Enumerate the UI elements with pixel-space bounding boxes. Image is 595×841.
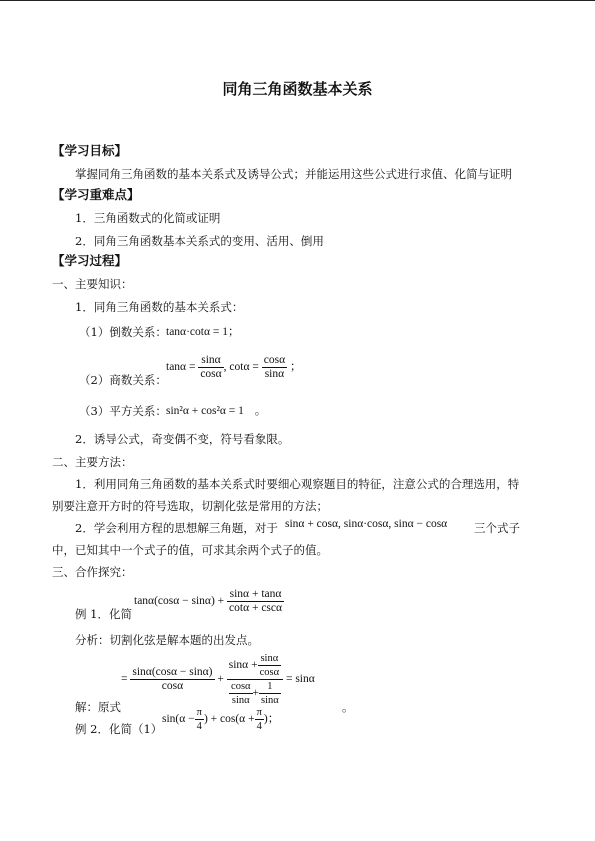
- rel2-num1: sinα: [198, 354, 223, 368]
- part1-heading: 一、主要知识：: [52, 277, 133, 291]
- method2-suffix: 三个式子: [474, 521, 520, 535]
- ex2-b: ) + cos(α +: [203, 713, 255, 726]
- page-title: 同角三角函数基本关系: [222, 80, 373, 98]
- ex2-end: ；: [267, 713, 280, 726]
- method2-prefix: 2．学会利用方程的思想解三角题，对于: [75, 521, 278, 535]
- sol-d-a-den: sinα: [231, 695, 250, 706]
- part3-heading: 三、合作探究：: [52, 565, 133, 579]
- sol-d-plus: +: [252, 687, 260, 700]
- key-item-2: 2．同角三角函数基本关系式的变用、活用、倒用: [75, 234, 324, 248]
- solution-formula: [121, 652, 315, 707]
- example1-label: 例 1．化简: [75, 607, 132, 621]
- ex2-pi2: π: [256, 707, 262, 718]
- rel1-label: （1）倒数关系：: [79, 325, 167, 339]
- ex1-num: sinα + tanα: [227, 588, 284, 602]
- part1-item2: 2．诱导公式，奇变偶不变，符号看象限。: [75, 432, 290, 446]
- sol-plus: +: [217, 673, 224, 686]
- sol-num1: sinα(cosα − sinα): [132, 666, 213, 678]
- example2-formula: [162, 706, 279, 733]
- sol-n-a: sinα +: [228, 659, 258, 672]
- sol-n-b-num: sinα: [258, 652, 282, 666]
- sol-den1: cosα: [161, 680, 184, 692]
- process-heading: 【学习过程】: [52, 253, 128, 268]
- ex2-pi1: π: [196, 707, 202, 718]
- analysis-text: 分析：切割化弦是解本题的出发点。: [75, 633, 259, 647]
- part1-item1: 1．同角三角函数的基本关系式：: [75, 300, 244, 314]
- sol-n-b: [258, 652, 282, 679]
- rel2-den2: sinα: [264, 368, 285, 380]
- example1-formula: [134, 588, 284, 615]
- sol-eq: =: [121, 673, 128, 686]
- method2-formula: sinα + cosα, sinα·cosα, sinα − cosα: [285, 518, 448, 530]
- method1-line1: 1．利用同角三角函数的基本关系式时要细心观察题目的特征，注意公式的合理选用，特: [75, 477, 520, 491]
- ex2-c: ): [263, 713, 268, 726]
- ex1-den: cotα + cscα: [229, 602, 283, 614]
- rel2-label: （2）商数关系：: [79, 373, 167, 387]
- solution-end: 。: [342, 700, 354, 714]
- method2-line2: 中，已知其中一个式子的值，可求其余两个式子的值。: [52, 543, 328, 557]
- fraction-cos-over-sin: [262, 354, 287, 381]
- sol-d-b-den: sinα: [261, 695, 279, 706]
- goal-heading: 【学习目标】: [52, 143, 128, 158]
- sol-fraction-1: [130, 666, 214, 693]
- rel2-left: tanα =: [166, 361, 196, 374]
- sol-d-a-num: cosα: [231, 681, 251, 692]
- rel2-den1: cosα: [200, 368, 222, 380]
- rel1-formula: tanα·cotα = 1: [166, 326, 228, 338]
- sol-compound-fraction: [227, 652, 283, 707]
- ex2-four2: 4: [256, 721, 262, 732]
- top-rule: [0, 0, 595, 1]
- rel2-formula: [166, 354, 301, 381]
- fraction-sin-over-cos: [198, 354, 223, 381]
- rel3-label: （3）平方关系：: [79, 404, 167, 418]
- rel3-end: 。: [254, 405, 267, 417]
- sol-result: = sinα: [285, 673, 315, 686]
- solution-label: 解：原式: [75, 700, 121, 714]
- ex2-a: sin(α −: [162, 713, 195, 726]
- ex2-pi-over-4-a: [195, 706, 204, 733]
- rel2-num2: cosα: [263, 354, 286, 366]
- rel2-end: ；: [289, 361, 302, 374]
- sol-d-b-num: 1: [259, 680, 281, 694]
- sol-n-b-den: cosα: [259, 667, 280, 678]
- method1-line2: 别要注意开方时的符号选取，切割化弦是常用的方法；: [52, 499, 328, 513]
- sol-compound-num: [227, 652, 283, 680]
- rel2-mid: , cotα =: [223, 361, 259, 374]
- ex1-fraction: [227, 588, 284, 615]
- sol-d-b: [259, 680, 281, 707]
- goal-text: 掌握同角三角函数的基本关系式及诱导公式；并能运用这些公式进行求值、化简与证明: [75, 167, 512, 181]
- sol-d-a: [229, 680, 253, 707]
- rel3-formula: sin²α + cos²α = 1: [166, 405, 244, 417]
- example2-label: 例 2．化简（1）: [75, 722, 163, 736]
- ex1-part-a: tanα(cosα − sinα) +: [134, 595, 225, 608]
- sol-compound-den: [227, 680, 283, 707]
- part2-heading: 二、主要方法：: [52, 455, 133, 469]
- ex2-four1: 4: [196, 721, 202, 732]
- key-item-1: 1．三角函数式的化简或证明: [75, 211, 221, 225]
- rel1-end: ；: [227, 326, 240, 338]
- key-heading: 【学习重难点】: [52, 187, 140, 202]
- ex2-pi-over-4-b: [255, 706, 264, 733]
